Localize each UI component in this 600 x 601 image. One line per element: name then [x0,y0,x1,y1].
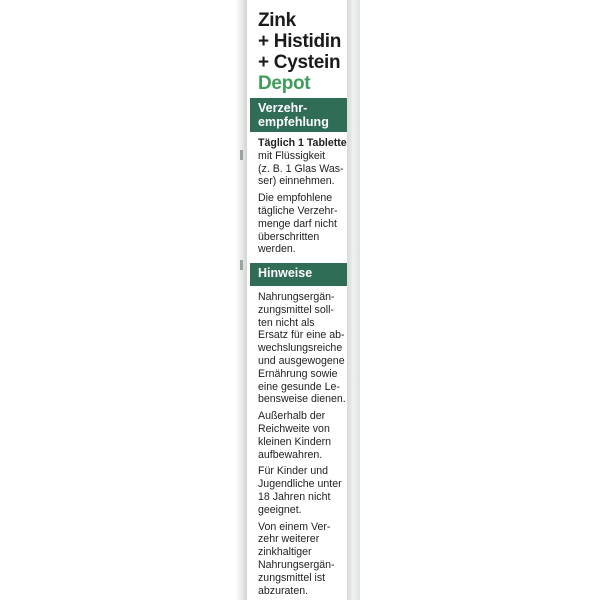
heading-underline [250,283,347,286]
hinweis-1: Nahrungsergän- zungsmittel soll- ten nicht als Ersatz für eine ab- wechslungsreiche und ausgewogene Ernährung sowie eine gesunde Le- bensweise dienen. [258,291,346,406]
package-left-edge [235,0,247,600]
dose-warning: Die empfohlene tägliche Verzehr- menge darf nicht überschritten werden. [258,192,338,256]
package-right-edge [347,0,360,600]
section-heading-verzehr [250,98,347,132]
title-depot: Depot [258,73,311,94]
title-line-1: Zink [258,10,296,31]
title-line-2: + Histidin [258,31,342,52]
hinweise-text [258,291,348,601]
dose-bold: Täglich 1 Tablette [258,137,347,149]
edge-mark [240,150,243,160]
verzehr-text [258,137,348,260]
heading-line-1: Verzehr- [258,101,308,115]
heading-label: Hinweise [258,266,313,280]
hinweis-2: Außerhalb der Reichweite von kleinen Kindern aufbewahren. [258,410,332,461]
heading-line-2: empfehlung [258,115,329,129]
hinweis-3: Für Kinder und Jugendliche unter 18 Jahren nicht geeignet. [258,465,342,516]
edge-mark [240,260,243,270]
dose-rest: mit Flüssigkeit (z. B. 1 Glas Was- ser) einnehmen. [258,149,344,188]
title-line-3: + Cystein [258,52,341,73]
section-heading-hinweise [250,263,347,283]
hinweis-4: Von einem Ver- zehr weiterer zinkhaltiger Nahrungsergän- zungsmittel ist abzuraten. [258,520,335,597]
